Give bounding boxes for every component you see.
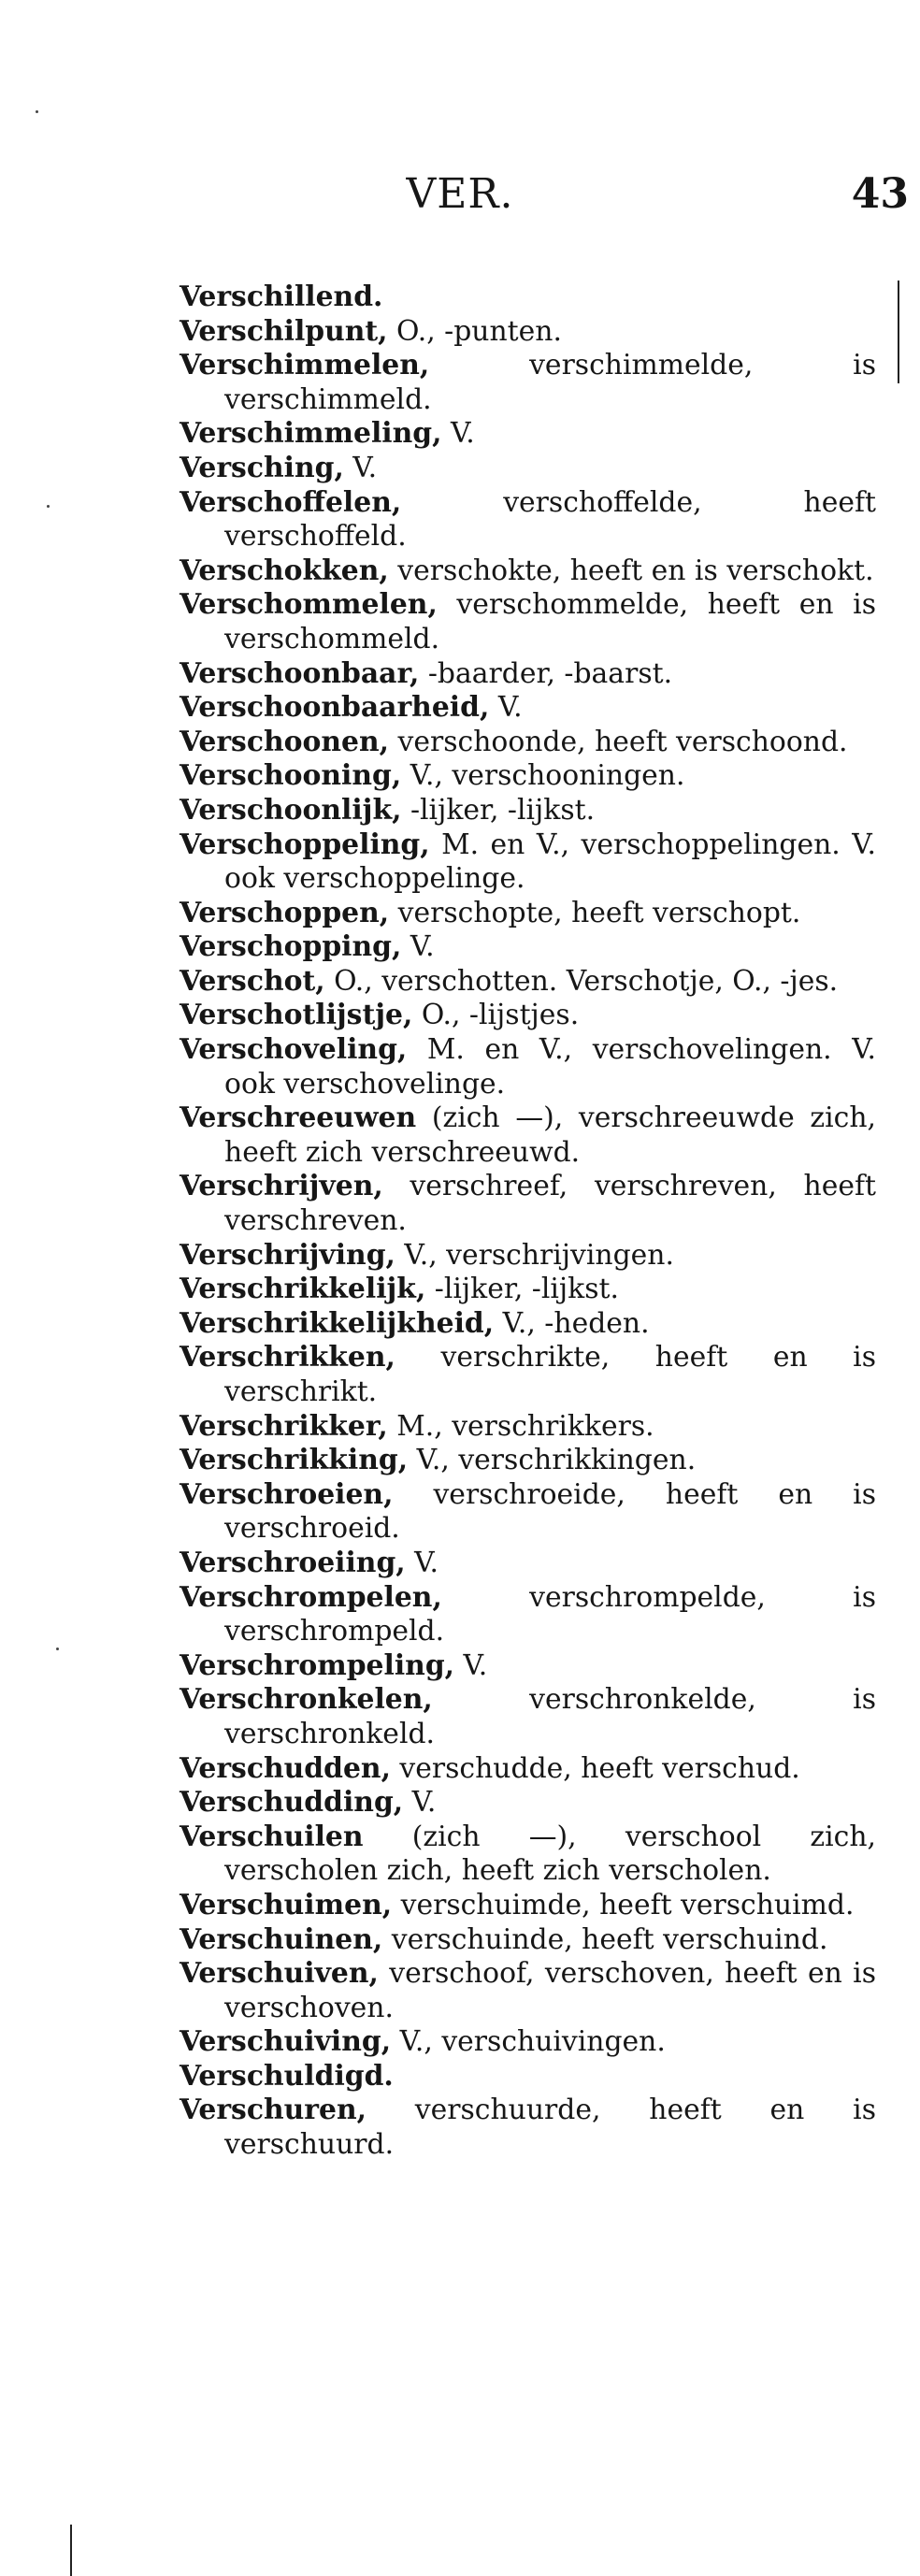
entry-headword: Verschopping, xyxy=(180,930,402,964)
dictionary-entry xyxy=(180,726,876,760)
entry-text: O., -lijstjes. xyxy=(412,999,580,1032)
entry-text: -lijker, -lijkst. xyxy=(425,1273,619,1306)
entry-text: (zich —), verschool zich, verscholen zich, heeft zich verscholen. xyxy=(224,1820,876,1888)
entry-headword: Verschot, xyxy=(180,964,325,998)
entry-headword: Verschrompelen, xyxy=(180,1580,442,1614)
entry-headword: Verschrompeling, xyxy=(180,1648,455,1682)
entry-text: V., -heden. xyxy=(494,1306,650,1340)
entry-text: verschroeide, heeft en is verschroeid. xyxy=(224,1477,876,1546)
entry-headword: Verschrikkelijkheid, xyxy=(180,1306,495,1340)
dictionary-entry xyxy=(180,794,876,828)
entry-headword: Verschrikken, xyxy=(180,1341,395,1374)
dictionary-entry xyxy=(180,1820,876,1889)
dictionary-entry xyxy=(180,1786,876,1820)
dictionary-entry xyxy=(180,1957,876,2025)
entry-headword: Verschokken, xyxy=(180,554,389,587)
dictionary-entry xyxy=(180,657,876,692)
entry-text: verschoonde, heeft verschoond. xyxy=(389,725,848,758)
entry-headword: Verschoppen, xyxy=(180,896,390,929)
entry-text: V., verschrijvingen. xyxy=(395,1238,674,1272)
entry-headword: Verschroeien, xyxy=(180,1477,394,1511)
dictionary-entry xyxy=(180,1307,876,1342)
entry-text: V. xyxy=(441,417,475,451)
entry-text: V., verschrikkingen. xyxy=(408,1444,697,1477)
entry-text: verschuurde, heeft en is verschuurd. xyxy=(224,2094,876,2162)
entry-text: verschuinde, heeft verschuind. xyxy=(382,1922,828,1956)
dictionary-entry xyxy=(180,1752,876,1787)
dictionary-entry xyxy=(180,452,876,486)
entry-text: verschoffelde, heeft verschoffeld. xyxy=(224,485,876,554)
entry-text: M., verschrikkers. xyxy=(387,1409,654,1443)
entry-headword: Verschreeuwen xyxy=(180,1101,417,1135)
dictionary-entry xyxy=(180,315,876,350)
entry-text: verschopte, heeft verschopt. xyxy=(389,896,801,929)
entry-text: verschronkelde, is verschronkeld. xyxy=(224,1683,876,1750)
entry-headword: Verschuren, xyxy=(180,2094,367,2127)
entry-headword: Verschillend. xyxy=(180,281,383,313)
entry-text: verschoof, verschoven, heeft en is verschoven. xyxy=(224,1957,876,2024)
page-number: 43 xyxy=(851,170,909,218)
dictionary-entry xyxy=(180,999,876,1033)
dictionary-entry xyxy=(180,1341,876,1409)
entry-headword: Verschoppeling, xyxy=(180,827,430,861)
margin-rule-left xyxy=(70,2525,72,2576)
dictionary-entry xyxy=(180,1170,876,1238)
dictionary-entry xyxy=(180,1889,876,1923)
dictionary-entry xyxy=(180,1478,876,1547)
dictionary-entries xyxy=(180,281,876,2163)
dictionary-entry xyxy=(180,1239,876,1274)
dictionary-entry xyxy=(180,486,876,554)
entry-text: verschokte, heeft en is verschokt. xyxy=(388,554,874,587)
entry-text: V. xyxy=(405,1546,438,1579)
entry-text: V. xyxy=(489,691,523,725)
dictionary-entry xyxy=(180,1581,876,1649)
entry-text: V. xyxy=(401,930,435,964)
entry-headword: Verschimmelen, xyxy=(180,349,430,382)
scan-speck xyxy=(36,110,38,113)
entry-headword: Verschudding, xyxy=(180,1786,404,1820)
dictionary-entry xyxy=(180,1649,876,1684)
entry-headword: Verschuinen, xyxy=(180,1922,383,1956)
entry-text: (zich —), verschreeuwde zich, heeft zich verschreeuwd. xyxy=(224,1101,876,1169)
dictionary-entry xyxy=(180,281,876,315)
entry-text: verschommelde, heeft en is verschommeld. xyxy=(224,588,876,655)
entry-headword: Verschoonlijk, xyxy=(180,793,402,827)
entry-headword: Verschrijven, xyxy=(180,1170,383,1203)
entry-headword: Verschuldigd. xyxy=(180,2059,394,2093)
scan-speck xyxy=(56,1648,59,1650)
dictionary-entry xyxy=(180,1923,876,1958)
entry-headword: Verschoveling, xyxy=(180,1033,408,1067)
entry-text: -lijker, -lijkst. xyxy=(401,793,596,827)
entry-text: M. en V., verschovelingen. V. ook verschovelinge. xyxy=(224,1033,876,1101)
entry-headword: Verschoffelen, xyxy=(180,485,402,519)
entry-headword: Verschimmeling, xyxy=(180,417,442,451)
entry-text: verschrompelde, is verschrompeld. xyxy=(224,1580,876,1648)
entry-headword: Verschuimen, xyxy=(180,1888,393,1921)
entry-headword: Verschommelen, xyxy=(180,588,438,622)
entry-headword: Verschuiven, xyxy=(180,1957,379,1991)
entry-text: verschreef, verschreven, heeft verschreven. xyxy=(224,1170,876,1238)
dictionary-entry xyxy=(180,2094,876,2162)
entry-headword: Verschuiving, xyxy=(180,2025,392,2059)
entry-headword: Verschoonen, xyxy=(180,725,390,758)
entry-headword: Verschilpunt, xyxy=(180,314,388,348)
entry-headword: Verschoonbaarheid, xyxy=(180,691,490,725)
dictionary-entry xyxy=(180,1273,876,1307)
dictionary-entry xyxy=(180,1444,876,1478)
dictionary-entry xyxy=(180,828,876,897)
entry-text: O., -punten. xyxy=(387,314,562,348)
dictionary-entry xyxy=(180,2060,876,2094)
entry-text: verschimmelde, is verschimmeld. xyxy=(224,349,876,416)
entry-headword: Verschrikkelijk, xyxy=(180,1273,426,1306)
dictionary-entry xyxy=(180,588,876,656)
entry-headword: Verschrikker, xyxy=(180,1409,388,1443)
entry-headword: Versching, xyxy=(180,451,344,484)
entry-headword: Verschuilen xyxy=(180,1820,364,1853)
entry-text: verschudde, heeft verschud. xyxy=(390,1751,800,1785)
dictionary-entry xyxy=(180,2025,876,2060)
dictionary-entry xyxy=(180,1547,876,1581)
page-header xyxy=(0,170,920,226)
running-head: VER. xyxy=(406,170,514,218)
dictionary-entry xyxy=(180,1033,876,1101)
dictionary-entry xyxy=(180,1101,876,1170)
entry-text: V., verschooningen. xyxy=(401,759,685,793)
dictionary-entry xyxy=(180,897,876,931)
dictionary-entry xyxy=(180,1683,876,1751)
entry-text: V. xyxy=(454,1648,488,1682)
dictionary-entry xyxy=(180,1410,876,1445)
entry-headword: Verschoonbaar, xyxy=(180,656,420,690)
dictionary-entry xyxy=(180,417,876,452)
scan-speck xyxy=(47,505,50,508)
entry-headword: Verschudden, xyxy=(180,1751,391,1785)
entry-text: V. xyxy=(343,451,378,484)
entry-headword: Verschrikking, xyxy=(180,1444,409,1477)
entry-text: -baarder, -baarst. xyxy=(419,656,673,690)
entry-headword: Verschotlijstje, xyxy=(180,999,413,1032)
dictionary-entry xyxy=(180,930,876,965)
entry-text: O., verschotten. Verschotje, O., -jes. xyxy=(324,964,839,998)
entry-text: M. en V., verschoppelingen. V. ook verschoppelinge. xyxy=(224,827,876,896)
entry-text: V., verschuivingen. xyxy=(391,2025,666,2059)
entry-text: verschuimde, heeft verschuimd. xyxy=(392,1888,855,1921)
entry-text: V. xyxy=(403,1786,437,1820)
dictionary-entry xyxy=(180,554,876,589)
entry-headword: Verschroeiing, xyxy=(180,1546,406,1579)
dictionary-entry xyxy=(180,759,876,794)
entry-text: verschrikte, heeft en is verschrikt. xyxy=(224,1341,876,1408)
margin-rule-right xyxy=(898,281,899,383)
dictionary-entry xyxy=(180,349,876,417)
dictionary-entry xyxy=(180,691,876,726)
entry-headword: Verschronkelen, xyxy=(180,1683,433,1717)
dictionary-entry xyxy=(180,965,876,1000)
entry-headword: Verschooning, xyxy=(180,759,402,793)
entry-headword: Verschrijving, xyxy=(180,1238,395,1272)
